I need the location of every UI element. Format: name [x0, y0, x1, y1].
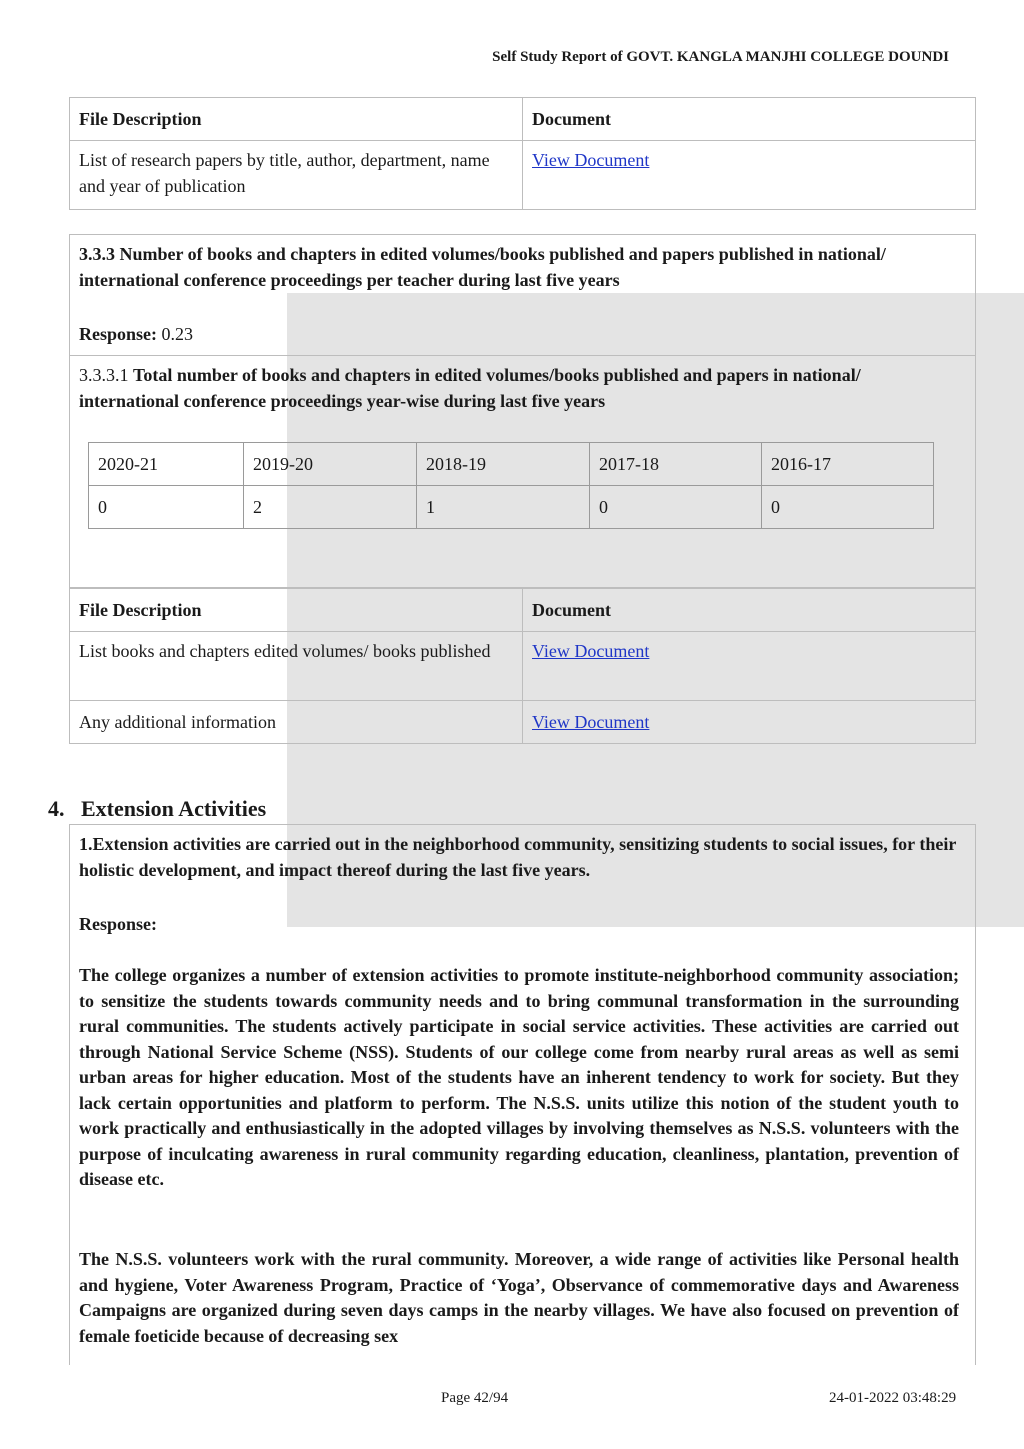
sub-metric-number: 3.3.3.1 — [79, 365, 129, 385]
column-header-document: Document — [523, 98, 976, 141]
response-paragraph: The college organizes a number of extension activities to promote institute-neighborhood community association; to sensitize the students towards community needs and to bring communal transformation in the surrounding rural communities. The students actively participate in social service activities. These activities are carried out through National Service Scheme (NSS). Students of our college come from nearby rural areas as well as semi urban areas for higher education. Most of the students have an inherent tendency to work for society. But they lack certain opportunities and platform to perform. The N.S.S. units utilize this notion of the student youth to work practically and enthusiastically in the adopted villages by involving themselves as N.S.S. volunteers with the purpose of inculcating awareness in rural community regarding education, cleanliness, plantation, prevention of disease etc. — [79, 965, 959, 1189]
view-document-link[interactable]: View Document — [532, 641, 650, 661]
year-value: 2 — [244, 486, 417, 529]
metric-3-3-3-heading: 3.3.3 Number of books and chapters in edited volumes/books published and papers published in national/ international conference proceedings per teacher during last five years — [79, 244, 886, 290]
response-value: 0.23 — [161, 324, 194, 344]
year-value: 1 — [417, 486, 590, 529]
year-value: 0 — [762, 486, 934, 529]
year-header: 2017-18 — [590, 443, 762, 486]
column-header-file-description: File Description — [70, 589, 523, 632]
section-title — [48, 796, 266, 822]
column-header-document: Document — [523, 589, 976, 632]
year-value: 0 — [590, 486, 762, 529]
year-header: 2019-20 — [244, 443, 417, 486]
view-document-link[interactable]: View Document — [532, 711, 650, 732]
year-header: 2018-19 — [417, 443, 590, 486]
section-title-text: Extension Activities — [81, 796, 267, 821]
file-description-table — [69, 588, 976, 744]
response-label: Response: — [79, 914, 158, 934]
view-document-link[interactable]: View Document — [532, 150, 650, 170]
response-paragraph: The N.S.S. volunteers work with the rural community. Moreover, a wide range of activities like Personal health and hygiene, Voter Awareness Program, Practice of ‘Yoga’, Observance of commemorative days and Awareness Campaigns are organized during seven days camps in the nearby villages. We have also focused on prevention of female foeticide because of decreasing sex — [79, 1249, 959, 1346]
question-heading: 1.Extension activities are carried out in the neighborhood community, sensitizing students to social issues, for their holistic development, and impact thereof during the last five years. — [79, 834, 957, 880]
column-header-file-description: File Description — [70, 98, 523, 141]
section-number: 4. — [48, 796, 65, 821]
year-wise-table — [88, 442, 934, 529]
response-label: Response: — [79, 324, 158, 344]
file-description-cell: List of research papers by title, author, department, name and year of publication — [70, 141, 523, 210]
page-number: Page 42/94 — [441, 1390, 509, 1406]
year-value: 0 — [89, 486, 244, 529]
page-header: Self Study Report of GOVT. KANGLA MANJHI COLLEGE DOUNDI — [492, 49, 949, 65]
metric-3-3-3-response — [79, 322, 193, 348]
year-header: 2020-21 — [89, 443, 244, 486]
file-description-cell: List books and chapters edited volumes/ books published — [70, 632, 523, 701]
timestamp: 24-01-2022 03:48:29 — [829, 1390, 957, 1406]
sub-metric-text: Total number of books and chapters in edited volumes/books published and papers in national/ international conference proceedings year-wise during last five years — [79, 365, 861, 411]
year-header: 2016-17 — [762, 443, 934, 486]
file-description-cell: Any additional information — [70, 701, 523, 744]
metric-3-3-3-1-heading — [79, 363, 959, 414]
file-description-table — [69, 97, 976, 210]
